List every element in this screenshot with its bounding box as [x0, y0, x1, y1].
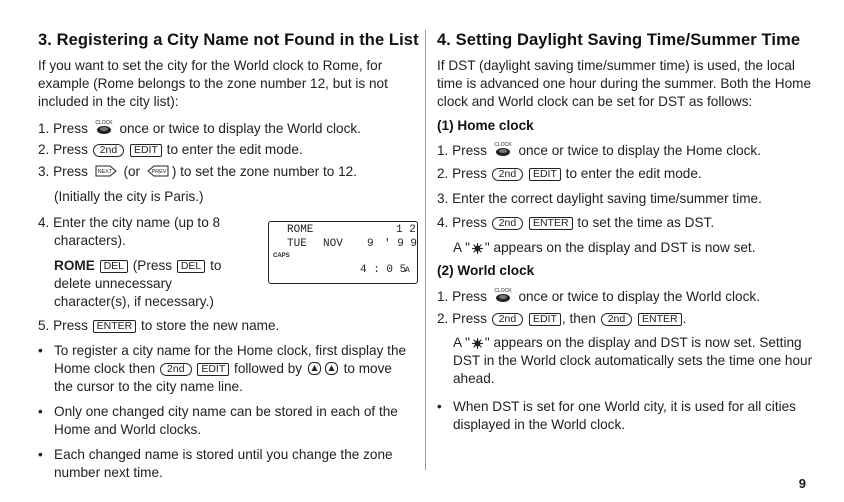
- enter-key: ENTER: [638, 313, 682, 326]
- step-text: .: [682, 311, 687, 326]
- intro-line: If DST (daylight saving time/summer time) is used, the local: [437, 58, 795, 73]
- lcd-time: 4 : 0 5: [360, 264, 407, 276]
- intro-line: If you want to set the city for the World clock to Rome, for: [38, 58, 383, 73]
- edit-key: EDIT: [130, 144, 162, 157]
- world-step-2: [437, 310, 686, 328]
- bullet-line: To register a city name for the Home clock, first display the: [54, 343, 407, 358]
- dst-star-icon: [472, 241, 483, 259]
- step-text: to: [210, 258, 222, 273]
- world-dst-note-line: ahead.: [453, 371, 495, 386]
- page-number: 9: [798, 476, 806, 491]
- home-step-4: [437, 214, 714, 232]
- lcd-city: ROME: [287, 224, 314, 236]
- 2nd-key: 2nd: [160, 363, 192, 376]
- enter-key: ENTER: [529, 217, 573, 230]
- 2nd-key: 2nd: [492, 313, 524, 326]
- lcd-year: ' 9 9: [384, 238, 418, 250]
- lcd-ampm: A: [405, 266, 410, 275]
- svg-text:CLOCK: CLOCK: [494, 142, 512, 148]
- bullet-line: Each changed name is stored until you change the zone: [54, 447, 393, 462]
- bullet-line: Home and World clocks.: [54, 422, 202, 437]
- clock-key-icon: [493, 287, 513, 308]
- step-4-line: 4. Enter the city name (up to 8: [38, 215, 221, 230]
- lcd-display: [268, 221, 418, 284]
- svg-text:PREV: PREV: [151, 169, 167, 175]
- entry-word: ROME: [54, 258, 95, 273]
- home-clock-heading: (1) Home clock: [437, 118, 534, 133]
- step-text: once or twice to display the World clock.: [119, 121, 361, 136]
- bullet-line: Only one changed city name can be stored in each of the: [54, 404, 398, 419]
- step-text: A ": [453, 240, 470, 255]
- step-text: to set the time as DST.: [577, 215, 715, 230]
- intro-line: time is advanced one hour during the summer. Both the Home: [437, 76, 812, 91]
- step-text: 4. Press: [437, 215, 487, 230]
- next-key-icon: [94, 164, 118, 183]
- step-text: to move: [343, 361, 392, 376]
- step-text: to enter the edit mode.: [166, 142, 303, 157]
- step-text: 2. Press: [437, 166, 487, 181]
- del-key: DEL: [100, 260, 128, 273]
- step-3: [38, 163, 357, 183]
- bullet-line: the cursor to the city name line.: [54, 379, 243, 394]
- lcd-date: 9: [367, 238, 374, 250]
- step-text: 2. Press: [38, 142, 88, 157]
- step-text: " appears on the display and DST is now set. Setting: [484, 335, 802, 350]
- step-4-entry: [54, 257, 221, 275]
- step-text: 1. Press: [38, 121, 88, 136]
- home-step-3: 3. Enter the correct daylight saving time/summer time.: [437, 191, 762, 206]
- section-4-title: 4. Setting Daylight Saving Time/Summer Time: [437, 31, 801, 49]
- prev-key-icon: [146, 164, 170, 183]
- step-text: 1. Press: [437, 289, 487, 304]
- lcd-zone: 1 2: [396, 224, 416, 236]
- step-text: Home clock then: [54, 361, 156, 376]
- svg-text:NEXT: NEXT: [97, 169, 112, 175]
- step-4-line: characters).: [54, 233, 126, 248]
- edit-key: EDIT: [529, 168, 561, 181]
- step-text: 3. Press: [38, 164, 88, 179]
- 2nd-key: 2nd: [601, 313, 633, 326]
- 2nd-key: 2nd: [492, 217, 524, 230]
- 2nd-key: 2nd: [492, 168, 524, 181]
- clock-key-icon: [493, 141, 513, 162]
- bullet-line: number next time.: [54, 465, 163, 480]
- world-dst-note-line: DST in the World clock automatically sets the time one hour: [453, 353, 813, 368]
- world-step-1: [437, 287, 760, 308]
- step-text: (or: [123, 164, 141, 179]
- step-text: to enter the edit mode.: [565, 166, 702, 181]
- home-step-2: [437, 165, 702, 183]
- step-text: ) to set the zone number to 12.: [171, 164, 357, 179]
- clock-key-icon: [94, 119, 114, 140]
- step-4-line: character(s), if necessary.): [54, 294, 214, 309]
- section-3-title: 3. Registering a City Name not Found in the List: [38, 31, 419, 49]
- step-text: to store the new name.: [141, 318, 280, 333]
- up-arrow-key-icon: [325, 362, 338, 380]
- column-divider: [425, 30, 426, 470]
- up-arrow-key-icon: [308, 362, 321, 380]
- step-text: once or twice to display the World clock.: [518, 289, 760, 304]
- step-4-line: delete unnecessary: [54, 276, 172, 291]
- lcd-day: TUE: [287, 238, 307, 250]
- bullet-dot: •: [38, 447, 43, 462]
- bullet-line: [54, 360, 392, 380]
- step-text: A ": [453, 335, 470, 350]
- step-text: " appears on the display and DST is now set.: [484, 240, 756, 255]
- intro-line: example (Rome belongs to the zone number 12, but is not: [38, 76, 388, 91]
- enter-key: ENTER: [93, 320, 137, 333]
- step-3-note: (Initially the city is Paris.): [54, 189, 204, 204]
- edit-key: EDIT: [529, 313, 561, 326]
- intro-line: clock and World clock can be set for DST as follows:: [437, 94, 753, 109]
- step-text: (Press: [132, 258, 173, 273]
- step-text: 1. Press: [437, 143, 487, 158]
- step-text: followed by: [234, 361, 303, 376]
- home-step-1: [437, 141, 761, 162]
- step-text: , then: [561, 311, 596, 326]
- step-text: once or twice to display the Home clock.: [518, 143, 761, 158]
- lcd-month: NOV: [323, 238, 343, 250]
- step-2: [38, 141, 303, 159]
- bullet-line: When DST is set for one World city, it is used for all cities: [453, 399, 796, 414]
- 2nd-key: 2nd: [93, 144, 125, 157]
- home-dst-note: [453, 239, 755, 259]
- intro-line: included in the city list):: [38, 94, 179, 109]
- svg-text:CLOCK: CLOCK: [95, 120, 113, 126]
- svg-text:CLOCK: CLOCK: [494, 288, 512, 294]
- step-text: 5. Press: [38, 318, 88, 333]
- bullet-dot: •: [437, 399, 442, 414]
- step-1: [38, 119, 361, 140]
- lcd-caps: CAPS: [273, 253, 290, 259]
- bullet-dot: •: [38, 343, 43, 358]
- world-dst-note: [453, 334, 802, 354]
- edit-key: EDIT: [197, 363, 229, 376]
- del-key: DEL: [177, 260, 205, 273]
- bullet-dot: •: [38, 404, 43, 419]
- bullet-line: displayed in the World clock.: [453, 417, 626, 432]
- step-text: 2. Press: [437, 311, 487, 326]
- world-clock-heading: (2) World clock: [437, 263, 535, 278]
- step-5: [38, 317, 279, 335]
